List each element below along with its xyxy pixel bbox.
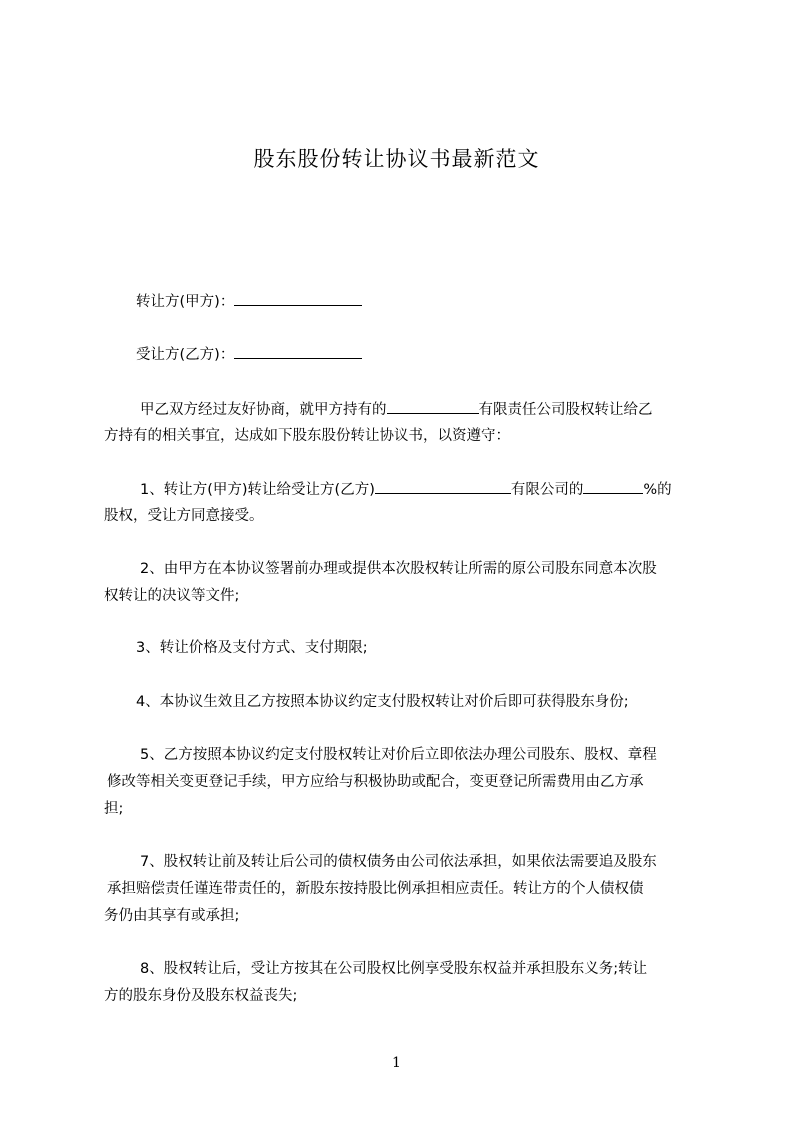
document-title: 股东股份转让协议书最新范文 — [253, 147, 540, 171]
clause-2-line-1: 2、由甲方在本协议签署前办理或提供本次股权转让所需的原公司股东同意本次股 — [140, 561, 657, 577]
transferee-blank — [234, 344, 362, 359]
clause-1-percent-blank — [583, 479, 643, 494]
clause-1-text-a: 1、转让方(甲方)转让给受让方(乙方) — [140, 482, 375, 498]
transferor-line — [136, 291, 748, 312]
transferor-label: 转让方(甲方)： — [136, 294, 235, 310]
clause-5-line-1: 5、乙方按照本协议约定支付股权转让对价后立即依法办理公司股东、股权、章程 — [140, 747, 657, 763]
intro-text-b: 有限责任公司股权转让给乙 — [478, 402, 653, 418]
clause-1-text-c: %的 — [643, 482, 672, 498]
clause-8-line-1: 8、股权转让后，受让方按其在公司股权比例享受股东权益并承担股东义务;转让 — [140, 961, 648, 977]
clause-5-line-3: 担; — [104, 801, 124, 817]
clause-1-text-b: 有限公司的 — [510, 482, 584, 498]
transferor-blank — [234, 291, 362, 306]
clause-7-line-1: 7、股权转让前及转让后公司的债权债务由公司依法承担，如果依法需要追及股东 — [140, 854, 657, 870]
clause-1-line-1 — [140, 479, 752, 500]
clause-1-company-blank — [375, 479, 511, 494]
clause-4: 4、本协议生效且乙方按照本协议约定支付股权转让对价后即可获得股东身份; — [136, 694, 629, 710]
intro-line-1 — [140, 399, 752, 420]
page-number: 1 — [392, 1055, 401, 1071]
clause-8-line-2: 方的股东身份及股东权益丧失; — [104, 988, 298, 1004]
clause-5-line-2: 修改等相关变更登记手续，甲方应给与积极协助或配合，变更登记所需费用由乙方承 — [107, 774, 644, 790]
clause-7-line-3: 务仍由其享有或承担; — [104, 908, 240, 924]
clause-3: 3、转让价格及支付方式、支付期限; — [136, 640, 368, 656]
clause-7-line-2: 承担赔偿责任谨连带责任的，新股东按持股比例承担相应责任。转让方的个人债权债 — [107, 881, 644, 897]
company-name-blank — [387, 399, 479, 414]
clause-1-line-2: 股权，受让方同意接受。 — [104, 508, 264, 524]
intro-text-a: 甲乙双方经过友好协商，就甲方持有的 — [140, 402, 387, 418]
intro-line-2: 方持有的相关事宜，达成如下股东股份转让协议书，以资遵守： — [104, 428, 510, 444]
transferee-label: 受让方(乙方)： — [136, 347, 235, 363]
transferee-line — [136, 344, 748, 365]
clause-2-line-2: 权转让的决议等文件; — [104, 588, 240, 604]
